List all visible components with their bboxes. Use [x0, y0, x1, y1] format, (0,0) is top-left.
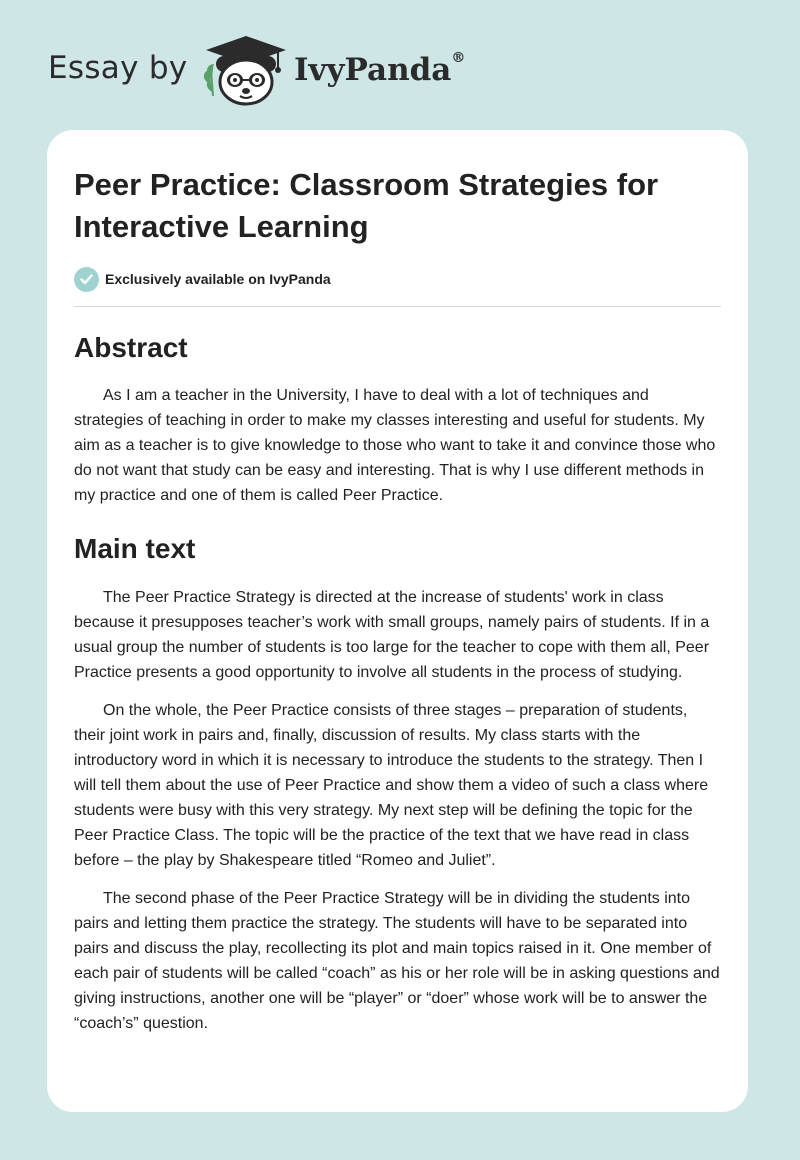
- main-text-paragraph: The Peer Practice Strategy is directed at the increase of students' work in class because it presupposes teacher’s work with small groups, namely pairs of students. If in a usual group the number of students is too large for the teacher to cope with them all, Peer Practice presents a good opportunity to involve all students in the process of studying.: [74, 589, 710, 681]
- main-text-paragraph: On the whole, the Peer Practice consists of three stages – preparation of students, their joint work in pairs and, finally, discussion of results. My class starts with the introductory word in which it is necessary to introduce the students to the strategy. Then I will tell them about the use of Peer Practice and show them a video of such a class where students were busy with this very strategy. My next step will be defining the topic for the Peer Practice Class. The topic will be the practice of the text that we have read in class before – the play by Shakespeare titled “Romeo and Juliet”.: [74, 702, 709, 869]
- abstract-paragraph: As I am a teacher in the University, I have to deal with a lot of techniques and strategies of teaching in order to make my classes interesting and useful for students. My aim as a teacher is to give knowledge to those who want to take it and convince those who do not want that study can be easy and interesting. That is why I use different methods in my practice and one of them is called Peer Practice.: [74, 387, 716, 504]
- exclusive-label: Exclusively available on IvyPanda: [105, 271, 331, 287]
- abstract-heading: Abstract: [74, 332, 188, 363]
- check-circle-icon: [74, 267, 99, 292]
- main-text-section: [74, 532, 721, 1036]
- registered-mark: ®: [451, 50, 466, 66]
- panda-graduate-icon[interactable]: [200, 34, 292, 110]
- title-divider: [74, 306, 721, 307]
- exclusive-badge: [74, 266, 721, 292]
- main-text-paragraph: The second phase of the Peer Practice Strategy will be in dividing the students into pairs and letting them practice the strategy. The students will have to be separated into pairs and discuss the play, recollecting its plot and main topics raised in it. One member of each pair of students will be called “coach” as his or her role will be in asking questions and giving instructions, another one will be “player” or “doer” whose work will be to answer the “coach’s” question.: [74, 890, 720, 1032]
- main-text-heading: Main text: [74, 533, 196, 564]
- site-header: [0, 0, 800, 130]
- brand-name[interactable]: IvyPanda®: [294, 50, 466, 88]
- article-title: Peer Practice: Classroom Strategies for Interactive Learning: [74, 167, 659, 244]
- brand-prefix: Essay by: [48, 50, 188, 86]
- article-card: [47, 130, 748, 1112]
- abstract-section: [74, 331, 721, 508]
